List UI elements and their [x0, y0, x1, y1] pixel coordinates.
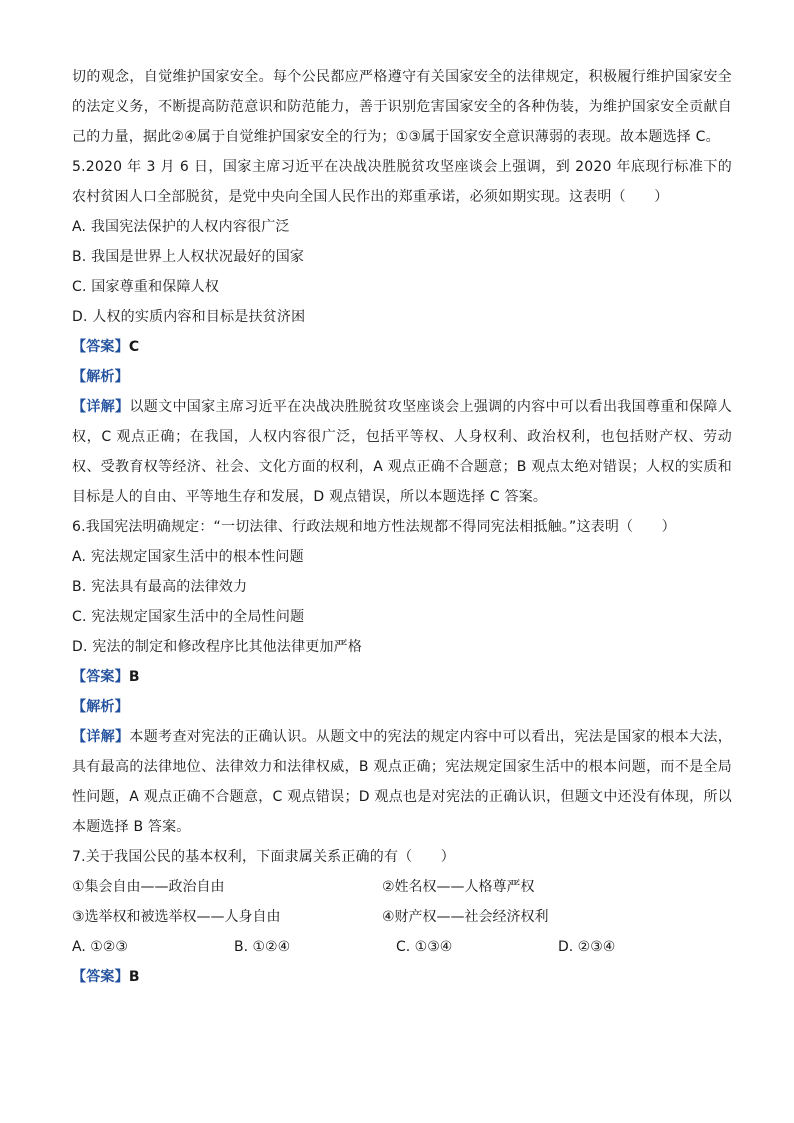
question-7-item-3: ③选举权和被选举权——人身自由	[72, 909, 281, 925]
question-6-option-d: D. 宪法的制定和修改程序比其他法律更加严格	[72, 639, 363, 655]
document-page	[72, 62, 732, 992]
question-6-option-a: A. 宪法规定国家生活中的根本性问题	[72, 549, 304, 565]
question-7-stem: 7.关于我国公民的基本权利，下面隶属关系正确的有（ ）	[72, 849, 455, 865]
question-7-option-c: C. ①③④	[396, 939, 453, 955]
answer-value: B	[128, 669, 140, 685]
detail-tag: 【详解】	[72, 399, 130, 415]
question-7-item-2: ②姓名权——人格尊严权	[382, 879, 535, 895]
question-6-answer	[72, 662, 732, 692]
question-6-stem: 6.我国宪法明确规定：“一切法律、行政法规和地方性法规都不得同宪法相抵触。”这表明（ ）	[72, 519, 676, 535]
answer-tag: 【答案】	[72, 669, 129, 685]
question-7-items-row-1	[72, 872, 732, 902]
answer-tag: 【答案】	[72, 339, 129, 355]
question-5-option-b: B. 我国是世界上人权状况最好的国家	[72, 249, 305, 265]
question-7-item-1: ①集会自由——政治自由	[72, 879, 225, 895]
intro-paragraph: 切的观念，自觉维护国家安全。每个公民都应严格遵守有关国家安全的法律规定，积极履行维护国家安全的法定义务，不断提高防范意识和防范能力，善于识别危害国家安全的各种伪装，为维护国家安全贡献自己的力量，据此②④属于自觉维护国家安全的行为；①③属于国家安全意识薄弱的表现。故本题选择 C。	[72, 69, 732, 145]
question-7-option-d: D. ②③④	[558, 939, 616, 955]
question-5-stem: 5.2020 年 3 月 6 日，国家主席习近平在决战决胜脱贫攻坚座谈会上强调，到 2020 年底现行标准下的农村贫困人口全部脱贫，是党中央向全国人民作出的郑重承诺，必须如期实现。这表明（ ）	[72, 159, 732, 205]
question-5-option-d: D. 人权的实质内容和目标是扶贫济困	[72, 309, 306, 325]
answer-tag: 【答案】	[72, 969, 129, 985]
question-6-option-b: B. 宪法具有最高的法律效力	[72, 579, 248, 595]
question-7-answer	[72, 962, 732, 992]
question-5-option-a: A. 我国宪法保护的人权内容很广泛	[72, 219, 290, 235]
question-6-option-c: C. 宪法规定国家生活中的全局性问题	[72, 609, 305, 625]
answer-value: C	[128, 339, 140, 355]
question-7-option-a: A. ①②③	[72, 939, 128, 955]
analysis-tag: 【解析】	[72, 699, 129, 715]
detail-text: 以题文中国家主席习近平在决战决胜脱贫攻坚座谈会上强调的内容中可以看出我国尊重和保障人权，C 观点正确；在我国，人权内容很广泛，包括平等权、人身权利、政治权利，也包括财产权、劳动权、受教育权等经济、社会、文化方面的权利，A 观点正确不合题意；B 观点太绝对错误；人权的实质和目标是人的自由、平等地生存和发展，D 观点错误，所以本题选择 C 答案。	[72, 399, 732, 505]
question-7-item-4: ④财产权——社会经济权利	[382, 909, 549, 925]
question-5-detail	[72, 392, 732, 512]
question-5-analysis	[72, 362, 732, 392]
question-5-option-c: C. 国家尊重和保障人权	[72, 279, 220, 295]
question-5-answer	[72, 332, 732, 362]
answer-value: B	[128, 969, 140, 985]
question-6-analysis	[72, 692, 732, 722]
analysis-tag: 【解析】	[72, 369, 129, 385]
question-6-detail	[72, 722, 732, 842]
detail-tag: 【详解】	[72, 729, 130, 745]
detail-text: 本题考查对宪法的正确认识。从题文中的宪法的规定内容中可以看出，宪法是国家的根本大法，具有最高的法律地位、法律效力和法律权威，B 观点正确；宪法规定国家生活中的根本问题，而不是全局性问题，A 观点正确不合题意，C 观点错误；D 观点也是对宪法的正确认识，但题文中还没有体现，所以本题选择 B 答案。	[72, 729, 732, 835]
question-7-items-row-2	[72, 902, 732, 932]
question-7-option-b: B. ①②④	[234, 939, 291, 955]
question-7-options	[72, 932, 732, 962]
